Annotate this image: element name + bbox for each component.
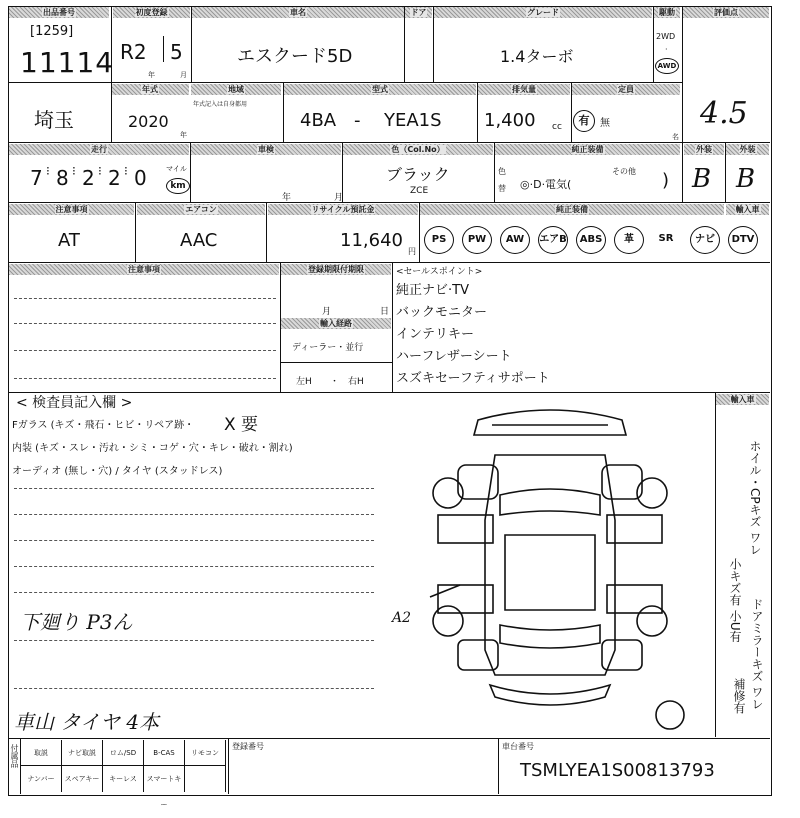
fuel-other: その他: [612, 167, 636, 176]
hdr-mileage: [9, 144, 189, 155]
mileage-digit: 0: [134, 166, 147, 190]
mileage-digit: 2: [82, 166, 95, 190]
right-vertical-1: ホイル・CPキズ ワレ: [748, 440, 762, 556]
handwritten-note-1: 下廻り P3ん: [20, 610, 133, 634]
note-line-2: 内装 (キズ・スレ・汚れ・シミ・コゲ・穴・キレ・破れ・割れ): [12, 443, 293, 454]
hdr-transmission: [9, 204, 134, 215]
equipment-item: AW: [500, 226, 530, 254]
model-prefix: 4BA: [300, 110, 337, 131]
footer-cell: スペアキー: [62, 766, 103, 792]
exterior-grade: B: [736, 164, 756, 194]
mileage-km-text: km: [170, 181, 186, 191]
mileage-mile: マイル: [166, 165, 187, 173]
hdr-right-strip: [716, 394, 769, 405]
hdr-capacity: [572, 84, 680, 95]
model-code: YEA1S: [384, 110, 442, 131]
fuel-close: ): [662, 170, 670, 191]
equipment-item: エアB: [538, 226, 568, 254]
hdr-lot-no: [9, 7, 109, 18]
note-dash-3: [14, 540, 374, 541]
hdr-model-year-text: 年式: [142, 85, 158, 94]
note-line-1: Fガラス (キズ・飛石・ヒビ・リペア跡・: [12, 420, 195, 431]
sales-point-3: インテリキー: [396, 327, 475, 342]
hdr-small: [191, 84, 281, 95]
hdr-drive: [654, 7, 680, 18]
color-side-2: 替: [498, 184, 506, 193]
memo-line-2: [14, 323, 276, 324]
mid-hand-dot: ・: [330, 377, 340, 387]
footer-cell: キーレス: [103, 766, 144, 792]
insp-month: 月: [334, 193, 344, 203]
mileage-km: [166, 178, 190, 194]
hdr-equipment-text: 純正装備: [556, 205, 588, 214]
hdr-rating-text: 評価点: [714, 8, 738, 17]
hdr-car-name: [192, 7, 404, 18]
sales-point-4: ハーフレザーシート: [396, 349, 512, 364]
footer-cell: ナンバー: [21, 766, 62, 792]
equipment-item: SR: [658, 233, 674, 244]
hdr-region-text: 地域: [228, 85, 244, 94]
hdr-color: [343, 144, 493, 155]
footer-cell: ロム/SD: [103, 740, 144, 766]
handwritten-note-2: 車山 タイヤ 4本: [14, 710, 160, 734]
first-reg-month: 5: [170, 40, 183, 64]
note-dash-6: [14, 640, 374, 641]
insp-year: 年: [282, 193, 292, 203]
mid-hand-left: 左H: [296, 377, 312, 387]
hdr-first-reg-text: 初度登録: [135, 8, 168, 17]
mileage-digit: 7: [30, 166, 43, 190]
equipment-item: ナビ: [690, 226, 720, 254]
hdr-memo: [9, 264, 279, 275]
color: ブラック: [386, 165, 450, 184]
drive-2wd: 2WD: [656, 32, 676, 41]
model-year: 2020: [128, 112, 169, 131]
hdr-memo-text: 注意事項: [128, 265, 160, 274]
regist-no-label: 登録番号: [232, 742, 264, 751]
model-dash: -: [354, 110, 361, 131]
cc-label: cc: [552, 122, 562, 132]
hdr-exterior: [726, 144, 769, 155]
capacity-label: 名: [672, 133, 679, 141]
memo-line-1: [14, 298, 276, 299]
hdr-lot-no-text: 出品番号: [43, 8, 75, 17]
hdr-mid-2-text: 輸入経路: [320, 319, 352, 328]
hdr-recycle-text: リサイクル預託金: [311, 205, 375, 214]
hdr-first-reg: [113, 7, 190, 18]
ac-value: AAC: [180, 230, 218, 251]
equipment-item: PW: [462, 226, 492, 254]
inspector-notes-title: < 検査員記入欄 >: [16, 395, 133, 411]
drive-awd: [655, 58, 679, 74]
hdr-recycle: [268, 204, 418, 215]
first-reg-tsuki: 月: [180, 71, 187, 79]
mid-hand-right: 右H: [348, 377, 364, 387]
transmission: AT: [58, 230, 80, 251]
note-dash-7: [14, 688, 374, 689]
note-dash-4: [14, 566, 374, 567]
fuel: ◎·D·電気(: [520, 178, 572, 191]
hdr-ac-text: エアコン: [185, 205, 217, 214]
hdr-interior: [684, 144, 724, 155]
sales-point-5: スズキセーフティサポート: [396, 371, 550, 386]
mileage-separator: ⁝: [124, 164, 128, 178]
car-name: エスクード5D: [237, 46, 353, 67]
capacity-yes: [573, 110, 595, 132]
hdr-mid-1-text: 登録期限付期限: [308, 265, 364, 274]
diagram-label: A2: [392, 610, 412, 626]
x-mark: X 要: [224, 415, 259, 435]
right-vertical-2: ドアミラーキズ ワレ: [750, 598, 764, 710]
footer-cell: ナビ取説: [62, 740, 103, 766]
rating-handwritten: 4.5: [700, 96, 748, 131]
hdr-inspection-text: 車検: [258, 145, 274, 154]
sales-point-2: バックモニター: [396, 305, 488, 320]
hdr-grade: [434, 7, 652, 18]
drive-awd-text: AWD: [657, 62, 677, 70]
footer-side: 付属品: [10, 744, 19, 768]
capacity-no: 無: [600, 118, 610, 129]
hdr-door-text: ドア: [410, 8, 427, 17]
equipment-item: DTV: [728, 226, 758, 254]
hdr-model-text: 型式: [372, 85, 388, 94]
hdr-mid-2: [281, 318, 391, 329]
sales-points-header: <セールスポイント>: [396, 267, 483, 277]
hdr-mid-1: [281, 264, 391, 275]
memo-line-3: [14, 350, 276, 351]
lot-no: 11114: [20, 46, 115, 79]
right-vertical-4: 補修有: [732, 678, 746, 714]
hdr-model: [284, 84, 476, 95]
first-reg-era: R2: [120, 40, 147, 64]
hdr-equipment: [420, 204, 724, 215]
hdr-mileage-text: 走行: [91, 145, 107, 154]
hdr-interior-text: 外装: [696, 145, 712, 154]
mileage-separator: ⁝: [46, 164, 50, 178]
nen-label: 年: [180, 131, 187, 139]
recycle-value: 11,640: [340, 230, 403, 251]
footer-cell: B-CAS: [144, 740, 185, 766]
mileage-separator: ⁝: [72, 164, 76, 178]
footer-table: [21, 740, 227, 809]
hdr-import-text: 輸入車: [735, 205, 760, 214]
hdr-displacement: [478, 84, 570, 95]
hdr-fuel-text: 純正装備: [571, 145, 604, 154]
note-dash-1: [14, 488, 374, 489]
car-diagram: [400, 395, 700, 735]
mid-month: 月: [322, 307, 332, 317]
equipment-item: ABS: [576, 226, 606, 254]
hdr-ac: [137, 204, 265, 215]
hdr-color-text: 色（Col.No）: [391, 145, 445, 154]
footer-cell: リモコン: [185, 740, 226, 766]
small-note: 年式記入は自身都用: [193, 101, 248, 108]
memo-line-4: [14, 378, 276, 379]
note-line-3: オーディオ (無し・穴) / タイヤ (スタッドレス): [12, 466, 223, 477]
capacity-yes-text: 有: [578, 114, 590, 127]
hdr-displacement-text: 排気量: [512, 85, 536, 94]
hdr-car-name-text: 車名: [290, 8, 306, 17]
mileage-digit: 2: [108, 166, 121, 190]
color-side-1: 色: [498, 167, 506, 176]
vin: TSMLYEA1S00813793: [520, 760, 715, 781]
hdr-drive-text: 駆動: [659, 8, 675, 17]
hdr-inspection: [191, 144, 341, 155]
hdr-transmission-text: 注意事項: [55, 205, 88, 214]
hdr-right-strip-text: 輸入車: [730, 395, 755, 404]
lot-no-bracket: [1259]: [30, 24, 74, 39]
equipment-row: [424, 226, 769, 254]
right-vertical-3: 小キズ有 小U有: [728, 558, 742, 643]
note-dash-2: [14, 514, 374, 515]
hdr-fuel: [495, 144, 680, 155]
footer-cell: 取説: [21, 740, 62, 766]
mid-day: 日: [380, 307, 390, 317]
region: 埼玉: [34, 108, 74, 132]
hdr-door: [405, 7, 432, 18]
sales-point-1: 純正ナビ·TV: [396, 283, 469, 298]
hdr-exterior-text: 外装: [739, 145, 756, 154]
mileage-digit: 8: [56, 166, 69, 190]
interior-grade: B: [692, 164, 712, 194]
hdr-grade-text: グレード: [527, 8, 559, 17]
mileage-separator: ⁝: [98, 164, 102, 178]
hdr-rating: [683, 7, 769, 18]
equipment-item: 革: [614, 226, 644, 254]
equipment-item: PS: [424, 226, 454, 254]
hdr-capacity-text: 定員: [618, 85, 634, 94]
footer-cell: [185, 766, 226, 792]
mid-dealer: ディーラー・並行: [292, 343, 364, 353]
hdr-region: [111, 84, 189, 95]
footer-cell: スマートキー: [144, 766, 185, 792]
recycle-unit: 円: [408, 247, 416, 256]
displacement: 1,400: [484, 110, 536, 131]
car-no-label: 車台番号: [502, 742, 534, 751]
color-code: ZCE: [410, 186, 429, 196]
note-dash-5: [14, 592, 374, 593]
first-reg-nen: 年: [148, 71, 155, 79]
hdr-import: [726, 204, 769, 215]
grade: 1.4ターボ: [500, 47, 574, 66]
drive-dot: ·: [665, 45, 668, 54]
